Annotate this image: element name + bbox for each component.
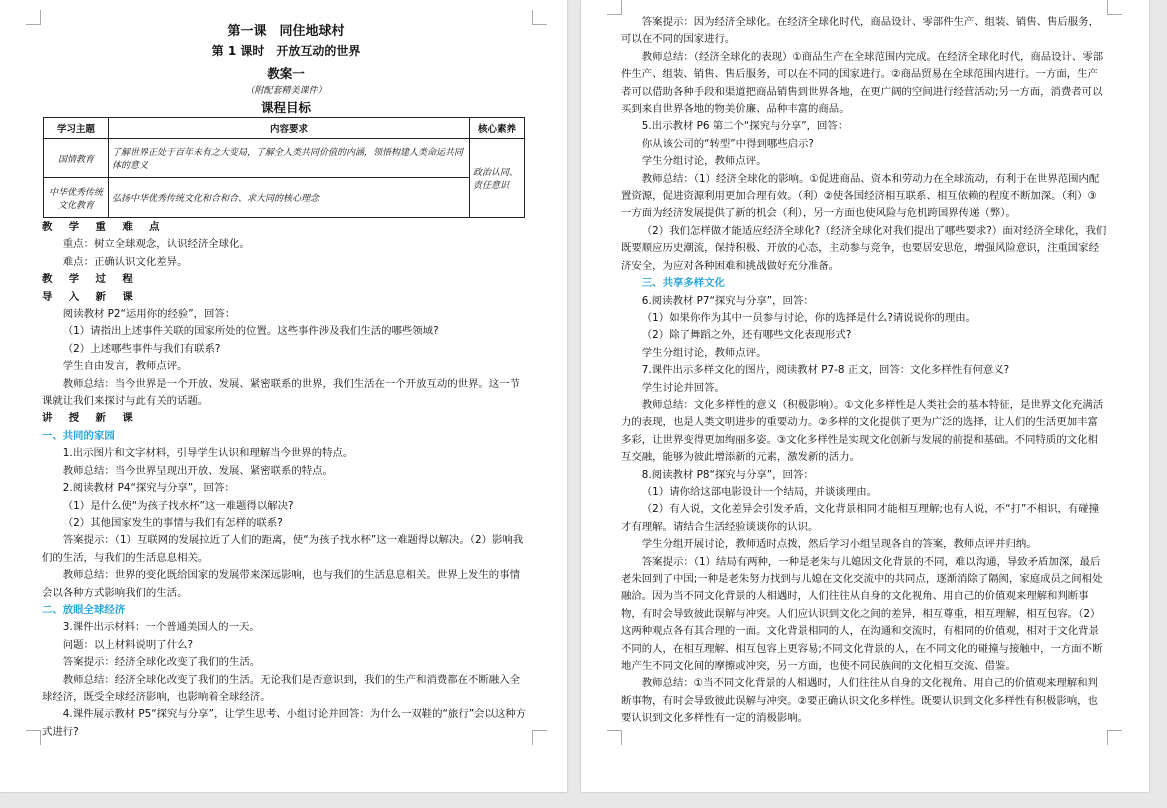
lesson-title: 第一课 同住地球村	[227, 24, 345, 39]
table-header: 内容要求	[109, 118, 470, 139]
paragraph: （2）有人说，文化差异会引发矛盾，文化背景相同才能相互理解;也有人说，不“打”不相识，有碰撞才有理解。请结合生活经验谈谈你的认识。	[621, 503, 1100, 533]
section-heading: 教 学 重 难 点	[42, 221, 163, 233]
paragraph: 7.课件出示多样文化的图片，阅读教材 P7-8 正文，回答：文化多样性有何意义?	[641, 364, 1010, 377]
table-cell-content: 了解世界正处于百年未有之大变局，了解全人类共同价值的内涵，领悟构建人类命运共同体的意义	[109, 139, 470, 178]
courseware-note: （附配套精美课件）	[245, 86, 327, 96]
crop-mark	[532, 730, 547, 745]
paragraph: 学生分组开展讨论，教师适时点拨，然后学习小组呈现各自的答案，教师点评并归纳。	[641, 538, 1037, 551]
crop-mark	[607, 730, 622, 745]
paragraph: （2）上述哪些事件与我们有联系?	[62, 342, 221, 355]
paragraph: 答案提示：经济全球化改变了我们的生活。	[62, 656, 261, 669]
paragraph: 答案提示：（1）结局有两种，一种是老朱与儿媳因文化背景的不同，难以沟通，导致矛盾加深，最后老朱回到了中国;一种是老朱努力找到与儿媳在文化交流中的共同点，逐渐消除了隔阂，家庭成员之间相处融洽。因为当不同文化背景的人相遇时，人们往往从自身的文化视角、用自己的价值观来理解和判断事物，有时会导致彼此误解与冲突。人们应认识到文化之间的差异，相互尊重，相互理解，相互包容。（2）这两种观点各有其合理的一面。文化背景相同的人，在沟通和交流时，有相同的价值观，相对于文化背景不同的人，在相互理解、相互包容上更容易;不同文化背景的人，在不同文化的碰撞与接触中，一方面不断地产生不同文化间的摩擦或冲突，另一方面，也使不同民族间的文化相互交流、借鉴。	[621, 555, 1103, 673]
paragraph: （1）如果你作为其中一员参与讨论，你的选择是什么?请说说你的理由。	[641, 311, 977, 324]
paragraph: 教师总结：（经济全球化的表现）①商品生产在全球范围内完成。在经济全球化时代，商品设计、零部件生产、组装、销售、售后服务，可以在不同的国家进行。②商品贸易在全球范围内进行。一方面，生产者可以借助各种手段和渠道把商品销售到世界各地，在更广阔的空间进行经营活动;另一方面，消费者可以买到来自世界各地的物美价廉、品种丰富的商品。	[621, 50, 1104, 116]
paragraph: 教师总结：世界的变化既给国家的发展带来深远影响，也与我们的生活息息相关。世界上发生的事情会以各种方式影响我们的生活。	[42, 569, 520, 599]
paragraph: 阅读教材 P2“运用你的经验”，回答：	[62, 308, 236, 321]
table-header: 核心素养	[470, 118, 525, 139]
crop-mark	[1107, 0, 1122, 15]
paragraph: 教师总结：（1）经济全球化的影响。①促进商品、资本和劳动力在全球流动，有利于在世界范围内配置资源，促进资源利用更加合理有效。（利）②使各国经济相互联系、相互依赖的程度不断加深。（利）③一方面为经济发展提供了新的机会（利），另一方面也使风险与危机跨国界传递（弊）。	[621, 172, 1100, 220]
paragraph: 你从该公司的“转型”中得到哪些启示?	[641, 137, 814, 150]
paragraph: 教师总结：当今世界是一个开放、发展、紧密联系的世界，我们生活在一个开放互动的世界。这一节课就让我们来探讨与此有关的话题。	[42, 377, 520, 408]
paragraph: 1.出示图片和文字材料，引导学生认识和理解当今世界的特点。	[62, 447, 354, 460]
crop-mark	[26, 730, 41, 745]
crop-mark	[1107, 730, 1122, 745]
table-cell-topic: 中华优秀传统文化教育	[44, 178, 109, 218]
paragraph: 教师总结：当今世界呈现出开放、发展、紧密联系的特点。	[62, 464, 333, 477]
paragraph: 4.课件展示教材 P5“探究与分享”，让学生思考、小组讨论并回答：为什么一双鞋的“旅行”会以这种方式进行?	[42, 708, 527, 738]
table-header: 学习主题	[44, 118, 109, 139]
paragraph: 问题：以上材料说明了什么?	[62, 638, 193, 651]
paragraph: （1）请你给这部电影设计一个结局，并谈谈理由。	[641, 485, 877, 498]
goals-table	[43, 117, 525, 218]
lesson-subtitle: 第 1 课时 开放互动的世界	[211, 44, 361, 58]
document-page-left	[0, 0, 567, 792]
paragraph: （1）请指出上述事件关联的国家所处的位置。这些事件涉及我们生活的哪些领域?	[62, 325, 439, 338]
table-cell-content: 弘扬中华优秀传统文化和合和合、求大同的核心理念	[109, 178, 470, 218]
crop-mark	[532, 10, 547, 25]
section-heading: 导 入 新 课	[42, 290, 136, 303]
paragraph: 5.出示教材 P6 第二个“探究与分享”，回答：	[641, 120, 849, 133]
section-heading-blue: 三、共享多样文化	[641, 277, 725, 290]
paragraph: 教师总结：经济全球化改变了我们的生活。无论我们是否意识到，我们的生产和消费都在不断融入全球经济，既受全球经济影响，也影响着全球经济。	[42, 673, 520, 703]
paragraph: 学生分组讨论，教师点评。	[641, 155, 767, 168]
table-cell-topic: 国情教育	[44, 139, 109, 178]
paragraph: 3.课件出示材料：一个普通美国人的一天。	[62, 621, 260, 634]
paragraph: 8.阅读教材 P8“探究与分享”，回答：	[641, 468, 814, 481]
paragraph: （1）是什么使“为孩子找水杯”这一难题得以解决?	[62, 499, 294, 512]
section-heading-blue: 二、放眼全球经济	[42, 603, 126, 616]
paragraph: 教师总结：文化多样性的意义（积极影响）。①文化多样性是人类社会的基本特征，是世界文化充满活力的表现，也是人类文明进步的重要动力。②多样的文化提供了更为广泛的选择，让人们的生活更加丰富多彩，让世界变得更加绚丽多姿。③文化多样性是实现文化创新与发展的前提和基础。不同特质的文化相互交融，能够为彼此增添新的元素，激发新的活力。	[621, 398, 1104, 464]
paragraph: 重点：树立全球观念，认识经济全球化。	[62, 238, 250, 251]
paragraph: （2）我们怎样做才能适应经济全球化?（经济全球化对我们提出了哪些要求?）面对经济全球化，我们既要顺应历史潮流，保持积极、开放的心态，主动参与竞争，也要居安思危，增强风险意识，注重国家经济安全，为应对各种困难和挑战做好充分准备。	[621, 224, 1107, 272]
section-heading: 讲 授 新 课	[42, 412, 136, 425]
document-page-right	[581, 0, 1149, 792]
paragraph: 难点：正确认识文化差异。	[62, 255, 188, 268]
table-cell-core: 政治认同、责任意识	[470, 139, 525, 218]
section-heading: 教 学 过 程	[42, 273, 136, 286]
paragraph: 教师总结：①当不同文化背景的人相遇时，人们往往从自身的文化视角、用自己的价值观来理解和判断事物，有时会导致彼此误解与冲突。②要正确认识文化多样性。既要认识到文化多样性有积极影响，也要认识到文化多样性有一定的消极影响。	[621, 677, 1098, 725]
section-heading-blue: 一、共同的家园	[42, 429, 115, 442]
paragraph: （2）其他国家发生的事情与我们有怎样的联系?	[62, 516, 283, 529]
plan-title: 教案一	[267, 66, 305, 81]
goals-title: 课程目标	[260, 100, 311, 115]
paragraph: 6.阅读教材 P7“探究与分享”，回答：	[641, 294, 814, 307]
crop-mark	[607, 0, 622, 15]
paragraph: （2）除了舞蹈之外，还有哪些文化表现形式?	[641, 329, 852, 342]
crop-mark	[26, 10, 41, 25]
paragraph: 答案提示：（1）互联网的发展拉近了人们的距离，使“为孩子找水杯”这一难题得以解决。（2）影响我们的生活，与我们的生活息息相关。	[42, 534, 524, 564]
paragraph: 2.阅读教材 P4“探究与分享”，回答：	[62, 482, 235, 495]
paragraph: 答案提示：因为经济全球化。在经济全球化时代，商品设计、零部件生产、组装、销售、售后服务，可以在不同的国家进行。	[621, 16, 1099, 46]
paragraph: 学生讨论并回答。	[641, 381, 725, 394]
paragraph: 学生自由发言，教师点评。	[62, 360, 188, 373]
paragraph: 学生分组讨论，教师点评。	[641, 346, 767, 359]
